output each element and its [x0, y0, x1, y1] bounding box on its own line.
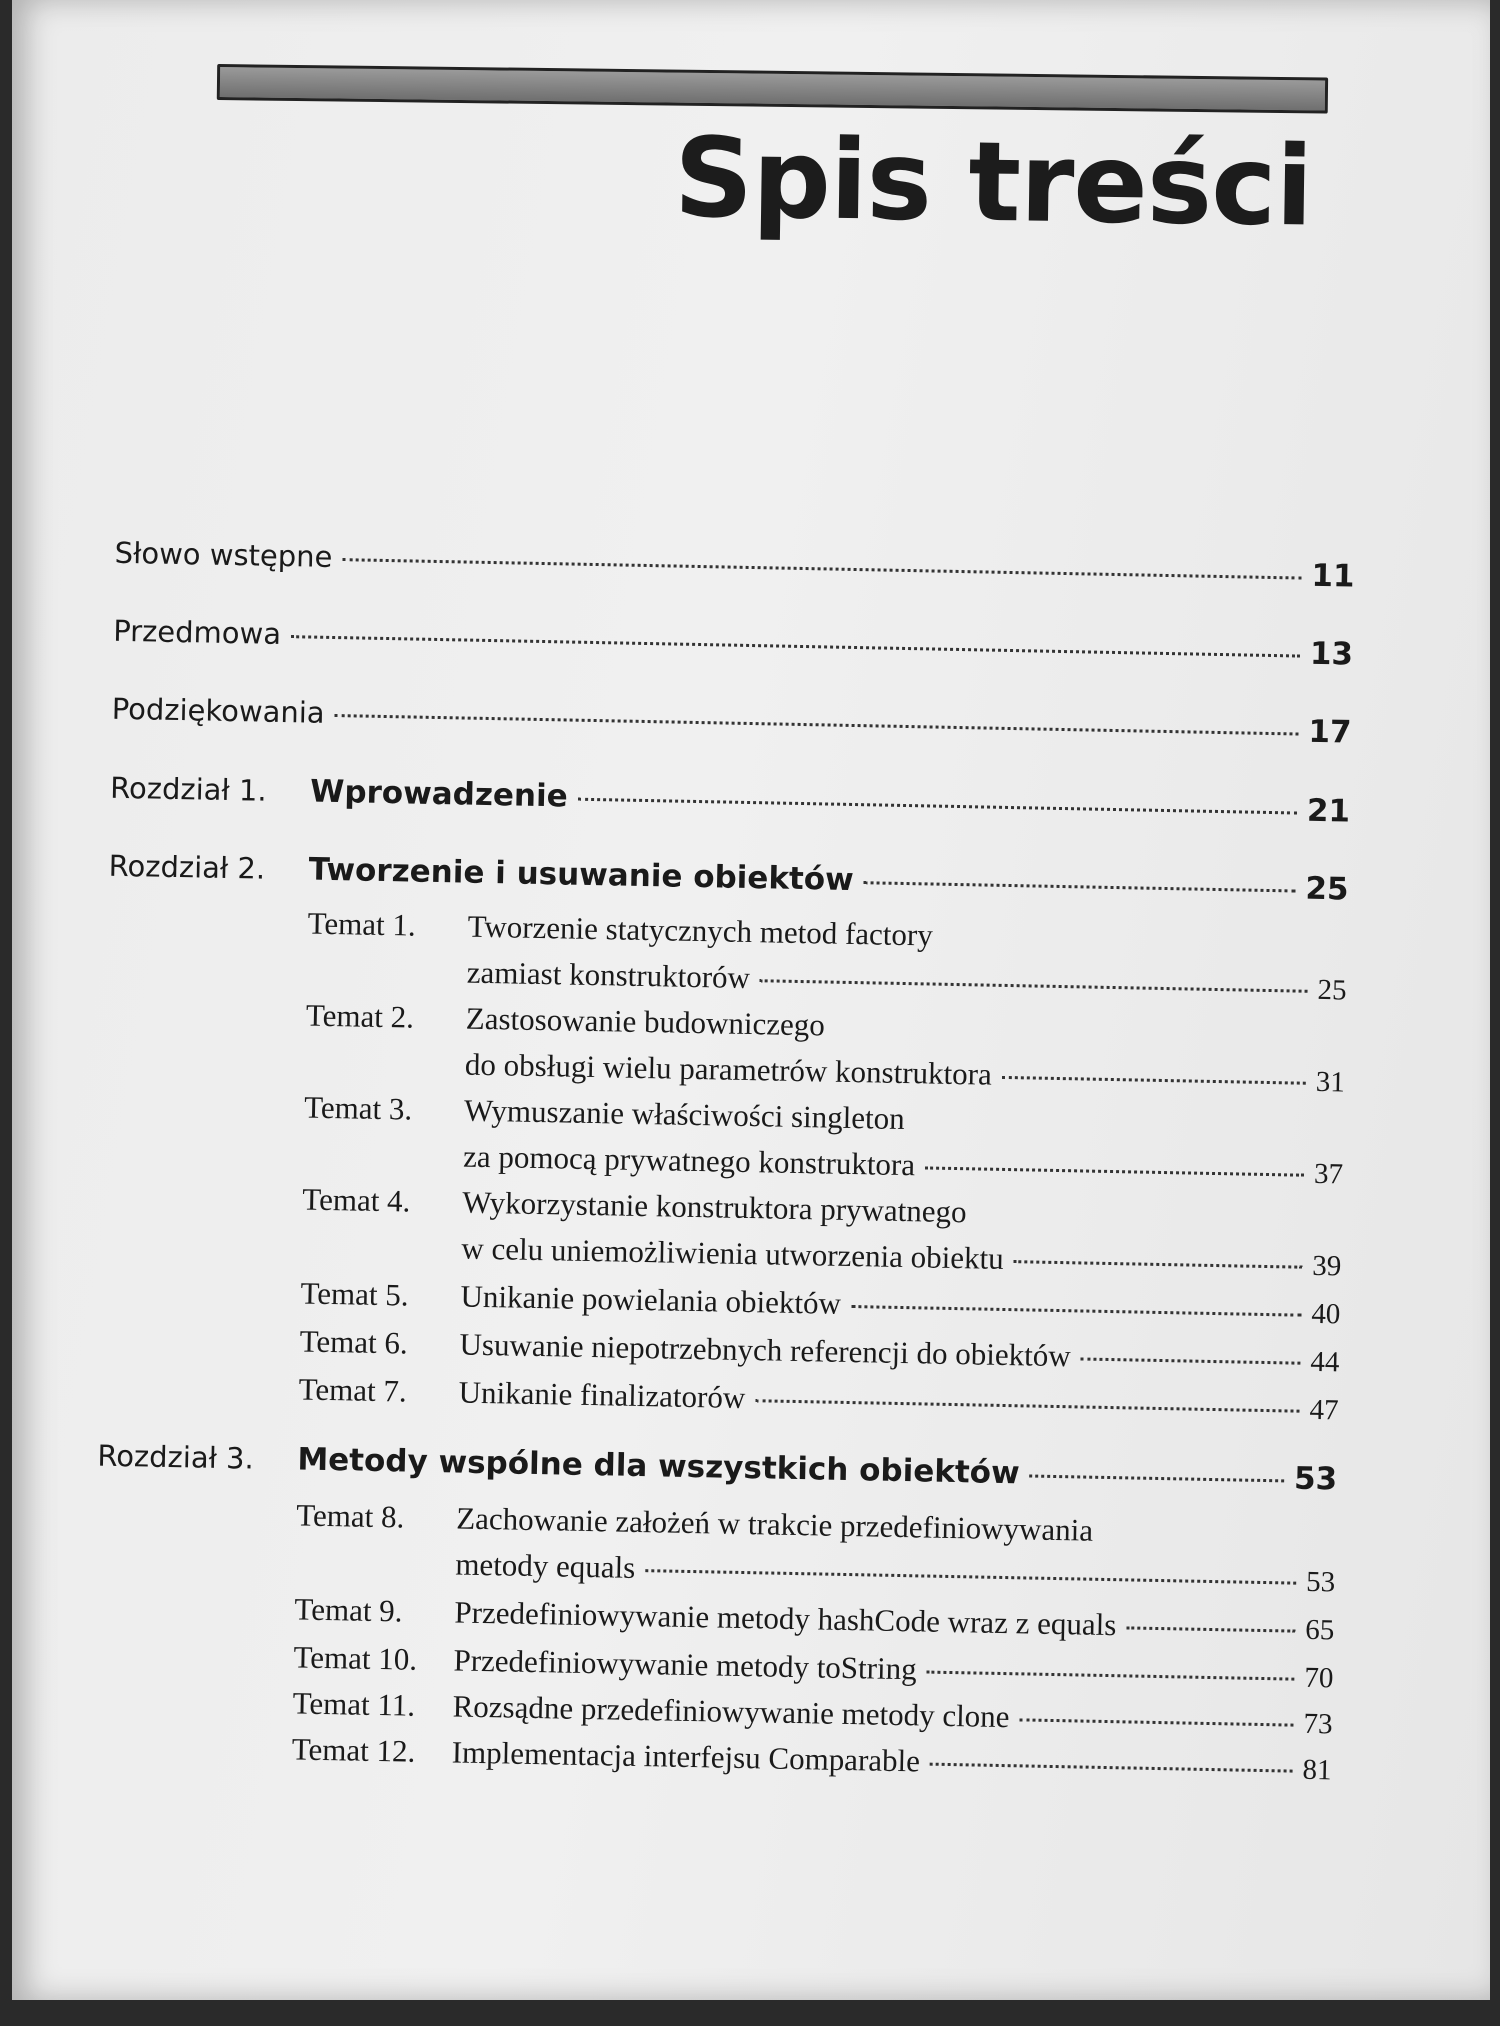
dot-leader: [1014, 1260, 1303, 1269]
topic-label: Temat 4.: [302, 1181, 411, 1219]
topic-page: 47: [1309, 1393, 1339, 1427]
chapter-label: Rozdział 2.: [108, 848, 266, 886]
topic-label: Temat 8.: [295, 1497, 405, 1535]
topic-title-cont: do obsługi wielu parametrów konstruktora: [464, 1046, 993, 1092]
toc-chapter: [97, 1438, 1337, 1498]
toc-entry-front: [111, 691, 1351, 751]
dot-leader: [1030, 1475, 1284, 1483]
dot-leader: [755, 1399, 1299, 1412]
dot-leader: [930, 1763, 1293, 1773]
topic-label: Temat 1.: [307, 905, 417, 943]
entry-page: 17: [1308, 713, 1352, 751]
topic-title: Przedefiniowywanie metody hashCode wraz z equals: [454, 1594, 1117, 1643]
entry-title: Słowo wstępne: [114, 535, 333, 574]
chapter-label: Rozdział 3.: [97, 1438, 255, 1476]
topic-page: 81: [1302, 1753, 1332, 1787]
topic-title: Unikanie powielania obiektów: [460, 1278, 842, 1321]
toc-topic: [306, 998, 1346, 1054]
topic-title: Zastosowanie budowniczego: [465, 1000, 826, 1043]
dot-leader: [864, 881, 1296, 892]
entry-page: 11: [1311, 557, 1355, 595]
toc-topic: [300, 1275, 1340, 1331]
dot-leader: [342, 558, 1301, 579]
toc-chapter: [108, 848, 1348, 908]
topic-label: Temat 7.: [298, 1371, 408, 1409]
chapter-label: Rozdział 1.: [109, 770, 267, 808]
entry-page: 13: [1309, 635, 1354, 673]
topic-page: 39: [1311, 1249, 1342, 1283]
dot-leader: [1126, 1626, 1295, 1632]
topic-page: 31: [1315, 1065, 1346, 1099]
topic-page: 70: [1304, 1661, 1334, 1695]
toc-topic: [307, 906, 1347, 962]
chapter-title: Tworzenie i usuwanie obiektów: [308, 851, 855, 899]
topic-page: 37: [1313, 1157, 1344, 1191]
topic-label: Temat 11.: [292, 1685, 416, 1723]
dot-leader: [1002, 1076, 1306, 1085]
dot-leader: [851, 1305, 1301, 1317]
toc-topic: [304, 1090, 1344, 1146]
topic-title: Wymuszanie właściwości singleton: [463, 1092, 906, 1137]
topic-label: Temat 12.: [291, 1731, 416, 1769]
topic-title: Unikanie finalizatorów: [458, 1374, 746, 1416]
book-page: [12, 0, 1490, 2000]
topic-label: Temat 3.: [303, 1089, 413, 1127]
dot-leader: [925, 1166, 1304, 1176]
toc-entry-front: [113, 613, 1353, 673]
entry-title: Podziękowania: [111, 691, 325, 730]
toc-topic-continuation: [461, 1231, 1342, 1284]
dot-leader: [1081, 1357, 1301, 1364]
chapter-title: Wprowadzenie: [309, 773, 569, 815]
toc-entry-front: [114, 535, 1354, 595]
chapter-page: 25: [1305, 870, 1349, 908]
dot-leader: [1019, 1718, 1293, 1726]
toc-topic-continuation: [455, 1546, 1336, 1599]
topic-page: 53: [1305, 1565, 1336, 1599]
topic-title-cont: zamiast konstruktorów: [466, 954, 751, 996]
toc-topic-continuation: [466, 955, 1347, 1008]
topic-title: Implementacja interfejsu Comparable: [451, 1734, 921, 1779]
toc-topic: [292, 1685, 1332, 1741]
chapter-page: 53: [1293, 1460, 1338, 1498]
page-title: Spis treści: [672, 113, 1313, 251]
topic-page: 25: [1317, 973, 1347, 1007]
topic-title-cont: za pomocą prywatnego konstruktora: [462, 1138, 916, 1183]
toc-chapter: [110, 770, 1350, 830]
toc-topic: [302, 1181, 1342, 1237]
topic-label: Temat 2.: [305, 997, 415, 1035]
topic-page: 44: [1310, 1345, 1340, 1379]
topic-page: 73: [1303, 1707, 1333, 1741]
dot-leader: [291, 635, 1300, 657]
topic-title: Usuwanie niepotrzebnych referencji do obiektów: [459, 1326, 1072, 1374]
topic-label: Temat 5.: [300, 1275, 409, 1313]
dot-leader: [760, 979, 1308, 993]
topic-title-cont: w celu uniemożliwienia utworzenia obiektu: [461, 1230, 1005, 1276]
dot-leader: [927, 1671, 1295, 1681]
chapter-title: Metody wspólne dla wszystkich obiektów: [297, 1441, 1020, 1492]
topic-title: Przedefiniowywanie metody toString: [453, 1642, 917, 1687]
topic-label: Temat 6.: [299, 1323, 408, 1361]
dot-leader: [645, 1569, 1296, 1584]
toc-topic: [298, 1371, 1338, 1427]
topic-page: 40: [1311, 1297, 1341, 1331]
toc-topic: [294, 1591, 1334, 1647]
topic-title: Zachowanie założeń w trakcie przedefiniowywania: [455, 1500, 1094, 1548]
toc-topic: [291, 1731, 1331, 1787]
toc-topic: [296, 1497, 1336, 1553]
dot-leader: [578, 798, 1297, 815]
toc-topic: [299, 1323, 1339, 1379]
toc-topic: [293, 1639, 1333, 1695]
toc-topic-continuation: [465, 1047, 1346, 1100]
toc-topic-continuation: [463, 1139, 1344, 1192]
topic-title: Wykorzystanie konstruktora prywatnego: [462, 1184, 967, 1230]
topic-title: Rozsądne przedefiniowywanie metody clone: [452, 1688, 1010, 1735]
topic-title: Tworzenie statycznych metod factory: [467, 908, 934, 953]
topic-label: Temat 10.: [293, 1639, 418, 1677]
entry-title: Przedmowa: [112, 613, 282, 651]
topic-page: 65: [1304, 1613, 1335, 1647]
topic-label: Temat 9.: [294, 1591, 403, 1629]
topic-title-cont: metody equals: [455, 1546, 636, 1585]
dot-leader: [335, 714, 1299, 736]
chapter-page: 21: [1306, 792, 1351, 830]
